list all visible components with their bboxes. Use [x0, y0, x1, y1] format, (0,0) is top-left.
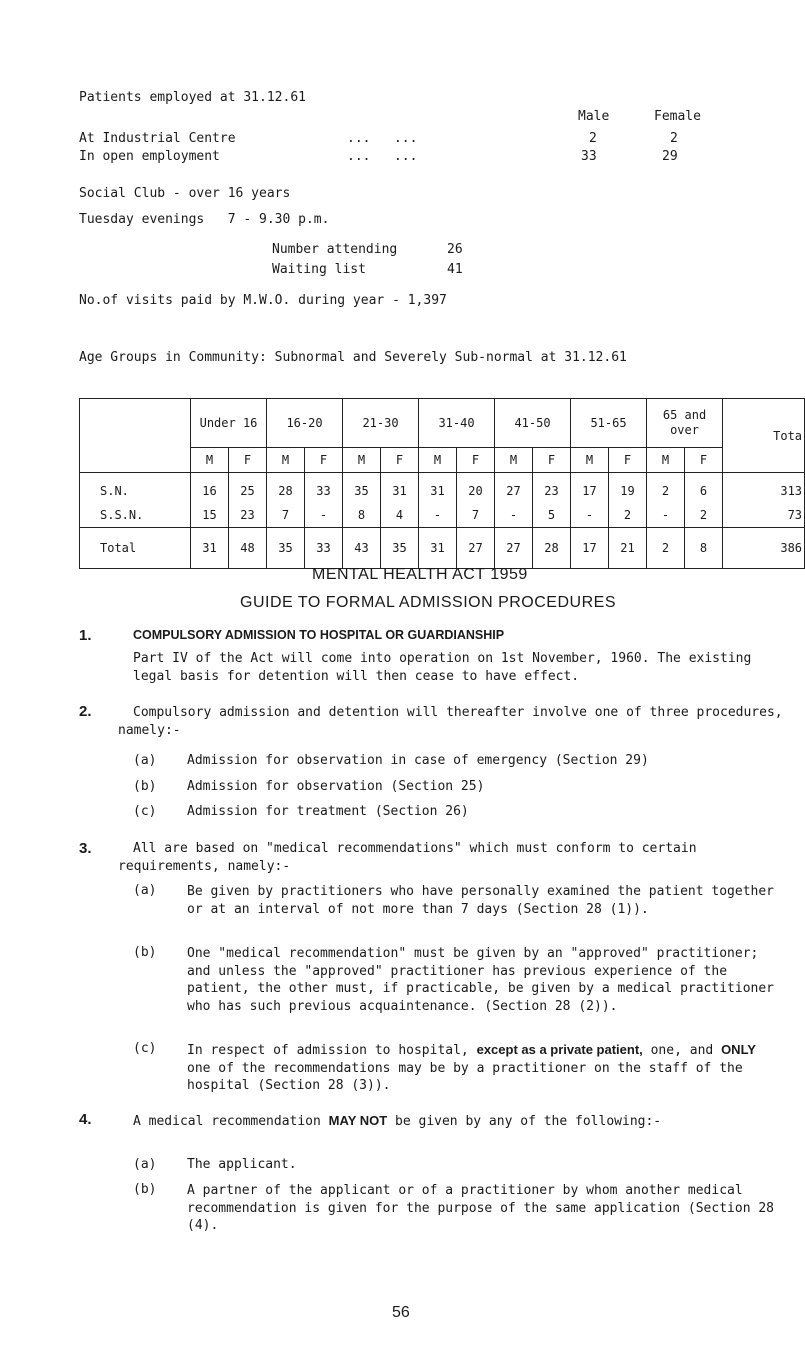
employment-row-dots: ... ... — [347, 131, 418, 146]
waiting-label: Waiting list — [272, 262, 366, 277]
table-cell: 8 — [343, 503, 381, 528]
m-header: M — [571, 448, 609, 473]
f-header: F — [381, 448, 419, 473]
table-cell: 23 — [533, 473, 571, 504]
table-cell: 7 — [267, 503, 305, 528]
table-cell: 33 — [305, 528, 343, 569]
table-cell: 8 — [685, 528, 723, 569]
social-club-title: Social Club - over 16 years — [79, 186, 291, 201]
item-mark: (b) — [133, 779, 157, 794]
section-text-part: A medical recommendation — [133, 1114, 329, 1129]
age-table-caption: Age Groups in Community: Subnormal and Severely Sub-normal at 31.12.61 — [79, 350, 627, 365]
employment-row-male: 2 — [589, 131, 597, 146]
section-text — [118, 1112, 793, 1131]
item-text-part: In respect of admission to hospital, — [187, 1043, 477, 1058]
table-cell: 31 — [381, 473, 419, 504]
table-cell: 6 — [685, 473, 723, 504]
table-cell: 4 — [381, 503, 419, 528]
row-label: S.N. — [80, 473, 191, 504]
m-header: M — [419, 448, 457, 473]
act-subtitle: GUIDE TO FORMAL ADMISSION PROCEDURES — [240, 594, 616, 611]
group-header: Under 16 — [191, 399, 267, 448]
item-text-emphasis: except as a private patient, — [476, 1042, 643, 1057]
item-mark: (a) — [133, 753, 157, 768]
section-heading: COMPULSORY ADMISSION TO HOSPITAL OR GUARDIANSHIP — [133, 628, 505, 642]
row-label: S.S.N. — [80, 503, 191, 528]
m-header: M — [267, 448, 305, 473]
item-text: Admission for observation in case of emergency (Section 29) — [187, 753, 649, 768]
table-cell: 15 — [191, 503, 229, 528]
table-cell: 5 — [533, 503, 571, 528]
attending-label: Number attending — [272, 242, 398, 257]
table-cell: 48 — [229, 528, 267, 569]
item-text: A partner of the applicant or of a practitioner by whom another medical recommendation is given for the purpose of the same application (Section 28 (4). — [187, 1183, 774, 1233]
table-cell: 2 — [647, 528, 685, 569]
item-text — [187, 1041, 777, 1095]
age-groups-table — [79, 398, 805, 569]
section-text: Compulsory admission and detention will thereafter involve one of three procedures, namely:- — [118, 705, 783, 738]
section-text-emphasis: MAY NOT — [328, 1113, 388, 1128]
section-text: All are based on "medical recommendations" which must conform to certain requirements, namely:- — [118, 841, 697, 874]
item-mark: (b) — [133, 945, 157, 960]
m-header: M — [191, 448, 229, 473]
group-header: 16-20 — [267, 399, 343, 448]
table-cell: 2 — [609, 503, 647, 528]
male-header: Male — [578, 109, 610, 124]
table-cell: 2 — [685, 503, 723, 528]
table-cell: - — [571, 503, 609, 528]
item-text: One "medical recommendation" must be given by an "approved" practitioner; and unless the "approved" practitioner has previous experience of the patient, the other must, if practicable, be given by a medical practitioner who has such previous acquaintenance. (Section 28 (2)). — [187, 946, 774, 1014]
f-header: F — [609, 448, 647, 473]
section-number: 1. — [79, 627, 92, 644]
section-number: 4. — [79, 1111, 92, 1128]
table-cell: - — [647, 503, 685, 528]
table-cell: 33 — [305, 473, 343, 504]
table-cell: 17 — [571, 528, 609, 569]
act-title: MENTAL HEALTH ACT 1959 — [312, 566, 528, 583]
table-cell: 31 — [191, 528, 229, 569]
table-cell: 35 — [267, 528, 305, 569]
attending-value: 26 — [447, 242, 463, 257]
item-text-part: one, and — [642, 1043, 722, 1058]
corner-cell — [80, 399, 191, 473]
table-cell: 35 — [343, 473, 381, 504]
section-text-part: be given by any of the following:- — [387, 1114, 662, 1129]
page-number: 56 — [392, 1304, 410, 1321]
employment-row-female: 29 — [662, 149, 678, 164]
group-header: 51-65 — [571, 399, 647, 448]
f-header: F — [685, 448, 723, 473]
table-cell: 21 — [609, 528, 647, 569]
item-mark: (a) — [133, 883, 157, 898]
employment-row-male: 33 — [581, 149, 597, 164]
row-label: Total — [80, 528, 191, 569]
item-text: Admission for treatment (Section 26) — [187, 804, 469, 819]
table-cell: 28 — [267, 473, 305, 504]
table-cell: 31 — [419, 473, 457, 504]
item-mark: (a) — [133, 1157, 157, 1172]
employment-title: Patients employed at 31.12.61 — [79, 90, 306, 105]
item-text-part: one of the recommendations may be by a practitioner on the staff of the hospital (Section 28 (3)). — [187, 1060, 743, 1093]
m-header: M — [495, 448, 533, 473]
table-cell: 7 — [457, 503, 495, 528]
table-cell: 23 — [229, 503, 267, 528]
row-total: 313 — [723, 473, 805, 504]
visits-line: No.of visits paid by M.W.O. during year - 1,397 — [79, 293, 447, 308]
m-header: M — [647, 448, 685, 473]
row-total: 386 — [723, 528, 805, 569]
f-header: F — [533, 448, 571, 473]
table-cell: 25 — [229, 473, 267, 504]
table-cell: 19 — [609, 473, 647, 504]
table-cell: 16 — [191, 473, 229, 504]
group-header: 65 and over — [647, 399, 723, 448]
section-text: Part IV of the Act will come into operation on 1st November, 1960. The existing legal basis for detention will then cease to have effect. — [133, 651, 752, 684]
table-cell: 27 — [457, 528, 495, 569]
employment-row-label: At Industrial Centre — [79, 131, 236, 146]
table-cell: 28 — [533, 528, 571, 569]
row-total: 73 — [723, 503, 805, 528]
table-cell: 20 — [457, 473, 495, 504]
table-cell: 43 — [343, 528, 381, 569]
employment-row-female: 2 — [670, 131, 678, 146]
section-number: 2. — [79, 703, 92, 720]
table-cell: 27 — [495, 528, 533, 569]
f-header: F — [457, 448, 495, 473]
item-mark: (c) — [133, 1041, 157, 1056]
waiting-value: 41 — [447, 262, 463, 277]
section-number: 3. — [79, 840, 92, 857]
female-header: Female — [654, 109, 701, 124]
social-club-evenings: Tuesday evenings 7 - 9.30 p.m. — [79, 212, 330, 227]
group-header: 41-50 — [495, 399, 571, 448]
f-header: F — [229, 448, 267, 473]
m-header: M — [343, 448, 381, 473]
total-header: Tota — [723, 399, 805, 473]
table-cell: 35 — [381, 528, 419, 569]
item-text: Be given by practitioners who have personally examined the patient together or at an interval of not more than 7 days (Section 28 (1)). — [187, 884, 774, 917]
table-cell: - — [305, 503, 343, 528]
f-header: F — [305, 448, 343, 473]
table-cell: 27 — [495, 473, 533, 504]
group-header: 31-40 — [419, 399, 495, 448]
table-cell: 2 — [647, 473, 685, 504]
employment-row-label: In open employment — [79, 149, 220, 164]
group-header: 21-30 — [343, 399, 419, 448]
item-text: The applicant. — [187, 1157, 297, 1172]
employment-row-dots: ... ... — [347, 149, 418, 164]
item-text: Admission for observation (Section 25) — [187, 779, 485, 794]
table-cell: 17 — [571, 473, 609, 504]
table-cell: - — [419, 503, 457, 528]
item-mark: (b) — [133, 1182, 157, 1197]
item-mark: (c) — [133, 804, 157, 819]
item-text-emphasis: ONLY — [721, 1042, 756, 1057]
table-cell: 31 — [419, 528, 457, 569]
table-cell: - — [495, 503, 533, 528]
